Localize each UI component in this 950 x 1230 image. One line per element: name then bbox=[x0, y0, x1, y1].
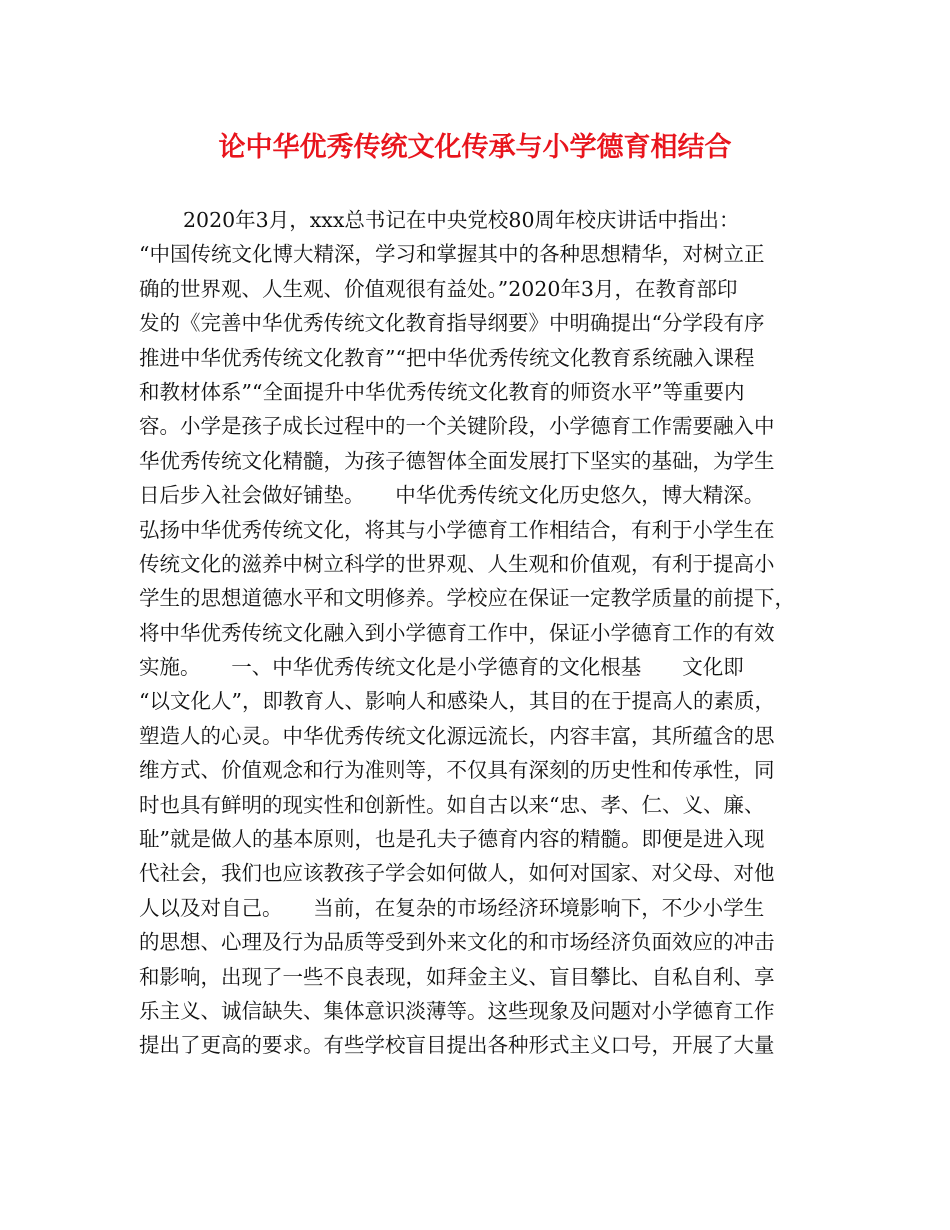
body-line: 确的世界观、人生观、价值观很有益处。”2020年3月，在教育部印 bbox=[139, 276, 738, 301]
body-line: 传统文化的滋养中树立科学的世界观、人生观和价值观，有利于提高小 bbox=[139, 551, 775, 576]
body-line: 推进中华优秀传统文化教育”“把中华优秀传统文化教育系统融入课程 bbox=[139, 345, 755, 370]
body-line: 2020年3月，xxx总书记在中央党校80周年校庆讲话中指出： bbox=[183, 208, 740, 232]
body-line: 代社会，我们也应该教孩子学会如何做人，如何对国家、对父母、对他 bbox=[139, 861, 775, 886]
document-title: 论中华优秀传统文化传承与小学德育相结合 bbox=[218, 132, 732, 163]
body-line: 维方式、价值观念和行为准则等，不仅具有深刻的历史性和传承性，同 bbox=[139, 758, 775, 783]
body-line: “中国传统文化博大精深，学习和掌握其中的各种思想精华，对树立正 bbox=[139, 242, 765, 267]
body-line: 提出了更高的要求。有些学校盲目提出各种形式主义口号，开展了大量 bbox=[139, 1033, 775, 1058]
body-line: 实施。 一、中华优秀传统文化是小学德育的文化根基 文化即 bbox=[139, 655, 744, 680]
body-line: 发的《完善中华优秀传统文化教育指导纲要》中明确提出“分学段有序 bbox=[139, 311, 765, 336]
body-line: 耻”就是做人的基本原则，也是孔夫子德育内容的精髓。即便是进入现 bbox=[139, 827, 765, 852]
body-line: 塑造人的心灵。中华优秀传统文化源远流长，内容丰富，其所蕴含的思 bbox=[139, 723, 775, 748]
body-line: 乐主义、诚信缺失、集体意识淡薄等。这些现象及问题对小学德育工作 bbox=[139, 998, 775, 1023]
body-line: 容。小学是孩子成长过程中的一个关键阶段，小学德育工作需要融入中 bbox=[139, 414, 775, 439]
body-line: 弘扬中华优秀传统文化，将其与小学德育工作相结合，有利于小学生在 bbox=[139, 517, 775, 542]
body-line: 学生的思想道德水平和文明修养。学校应在保证一定教学质量的前提下， bbox=[139, 586, 795, 611]
body-line: 将中华优秀传统文化融入到小学德育工作中，保证小学德育工作的有效 bbox=[139, 620, 775, 645]
body-line: 的思想、心理及行为品质等受到外来文化的和市场经济负面效应的冲击 bbox=[139, 930, 775, 955]
body-line: 华优秀传统文化精髓，为孩子德智体全面发展打下坚实的基础，为学生 bbox=[139, 448, 775, 473]
body-line: 和教材体系”“全面提升中华优秀传统文化教育的师资水平”等重要内 bbox=[139, 379, 745, 404]
body-line: 时也具有鲜明的现实性和创新性。如自古以来“忠、孝、仁、义、廉、 bbox=[139, 792, 765, 817]
body-line: 日后步入社会做好铺垫。 中华优秀传统文化历史悠久，博大精深。 bbox=[139, 483, 765, 508]
body-line: 和影响，出现了一些不良表现，如拜金主义、盲目攀比、自私自利、享 bbox=[139, 964, 775, 989]
body-line: “以文化人”，即教育人、影响人和感染人，其目的在于提高人的素质， bbox=[139, 689, 775, 714]
document-body bbox=[139, 203, 824, 1063]
body-line: 人以及对自己。 当前，在复杂的市场经济环境影响下，不少小学生 bbox=[139, 895, 765, 920]
